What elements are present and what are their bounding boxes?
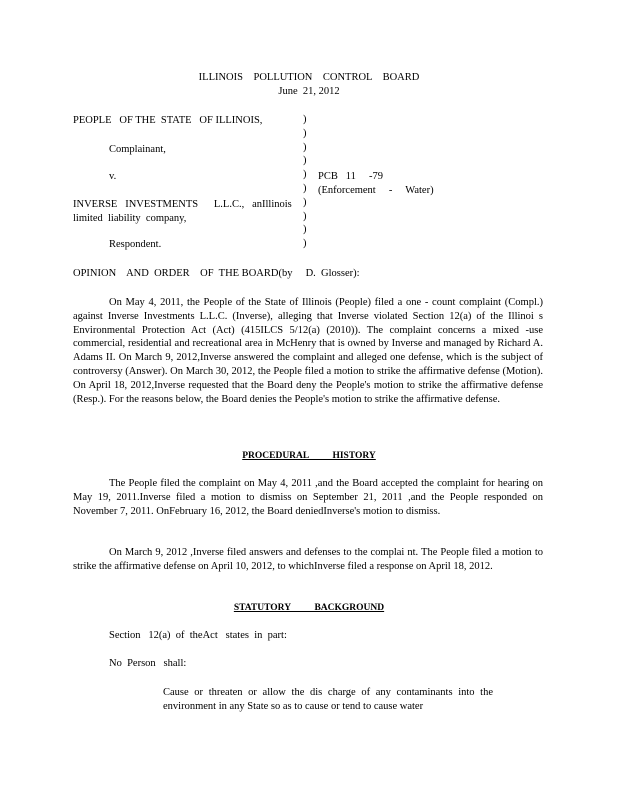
caption-parentheses: ) ) ) ) ) ) ) ) ) ) xyxy=(303,114,307,250)
section-intro: Section 12(a) of theAct states in part: xyxy=(109,630,287,641)
respondent-label: Respondent. xyxy=(109,239,162,250)
board-title: ILLINOIS POLLUTION CONTROL BOARD xyxy=(198,72,420,83)
opinion-date: June 21, 2012 xyxy=(278,86,340,97)
section-heading-procedural-history: PROCEDURAL HISTORY xyxy=(242,451,376,461)
defendant-name-line2: limited liability company, xyxy=(73,213,187,224)
complainant-label: Complainant, xyxy=(109,144,166,155)
versus-label: v. xyxy=(109,171,117,182)
no-person-shall: No Person shall: xyxy=(109,658,187,669)
opinion-title: OPINION AND ORDER OF THE BOARD(by D. Glosser): xyxy=(73,268,360,279)
paragraph-procedural-1: The People filed the complaint on May 4, 2011 ,and the Board accepted the complaint for hearing on May 19, 2011.Inverse filed a motion to dismiss on September 21, 2011 ,and the People responded on November 7, 2011. OnFebruary 16, 2012, the Board deniedInverse's motion to dismiss. xyxy=(73,478,543,517)
paragraph-intro: On May 4, 2011, the People of the State of Illinois (People) filed a one - count complaint (Compl.) against Inverse Investments L.L.C. (Inverse), alleging that Inverse violated Section 12(a) of the Illinoi s Environmental Protection Act (Act) (415ILCS 5/12(a) (2010)). The complaint concerns a mixed -use commercial, residential and recreational area in McHenry that is owned by Inverse and managed by Richard A. Adams II. On March 9, 2012,Inverse answered the complaint and alleged one defense, which is the subject of controversy (Answer). On March 30, 2012, the People filed a motion to strike the affirmative defense (Motion). On April 18, 2012,Inverse requested that the Board deny the People's motion to strike the affirmative defense (Resp.). For the reasons below, the Board denies the People's motion to strike the affirmative defense. xyxy=(73,297,543,405)
case-type: (Enforcement - Water) xyxy=(318,185,434,196)
defendant-name-line1: INVERSE INVESTMENTS L.L.C., anIllinois xyxy=(73,199,292,210)
statute-quote: Cause or threaten or allow the dis charge of any contaminants into the environment in any State so as to cause or tend to cause water xyxy=(163,687,493,712)
section-heading-statutory-background: STATUTORY BACKGROUND xyxy=(233,603,385,613)
paragraph-procedural-2: On March 9, 2012 ,Inverse filed answers and defenses to the complai nt. The People filed a motion to strike the affirmative defense on April 10, 2012, to whichInverse filed a response on April 18, 2012. xyxy=(73,547,543,572)
plaintiff-name: PEOPLE OF THE STATE OF ILLINOIS, xyxy=(73,115,263,126)
case-number: PCB 11 -79 xyxy=(318,171,383,182)
